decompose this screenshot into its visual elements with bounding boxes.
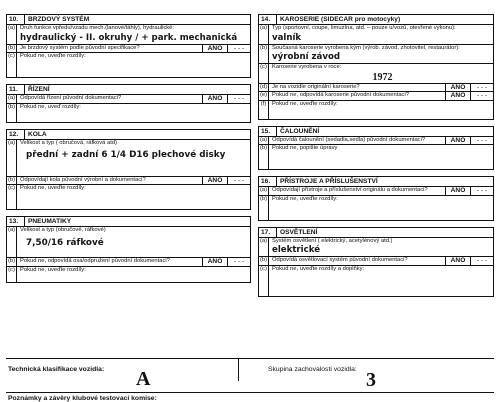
steering-differences-row — [7, 104, 250, 122]
row-label: (a) — [259, 187, 268, 193]
section-title: ŘÍZENÍ — [28, 86, 50, 93]
tyres-type-question: Velikost a typ (obručové, ráfkové) — [20, 227, 106, 233]
footer-separator — [6, 392, 494, 393]
ano-checkbox[interactable]: ANO — [202, 95, 228, 103]
tyres-differences-question[interactable]: Pokud ne, uveďte rozdíly: — [20, 266, 86, 273]
section-number: 17. — [259, 228, 277, 237]
classification-footer — [6, 358, 494, 401]
instruments-differences-question[interactable]: Pokud ne, uveďte rozdíly: — [272, 195, 338, 202]
body-type-question: Typ (sportovní, coupe, limuzína, atd. – pouze u/vozů, otevřené vykonu): — [272, 25, 456, 31]
ano-checkbox[interactable]: ANO — [445, 187, 471, 195]
section-tyres — [6, 216, 251, 283]
section-upholstery — [258, 126, 494, 171]
brake-type-value: hydraulický - II. okruhy / + park. mechanická — [20, 32, 238, 43]
row-label: (a) — [7, 227, 17, 257]
row-label: (b) — [259, 145, 269, 169]
body-original-question: Je na vozidle originální karoserie? — [272, 83, 360, 90]
lighting-type-row — [259, 238, 493, 258]
commission-findings-label: Poznámky a závěry klubové testovací komise: — [8, 395, 157, 402]
row-label: (a) — [259, 238, 269, 257]
steering-differences-question[interactable]: Pokud ne, uveď rozdíly: — [20, 103, 81, 110]
row-label: (c) — [259, 64, 269, 83]
row-label: (a) — [7, 25, 17, 44]
body-differences-question[interactable]: Pokud ne, uveďte rozdíly: — [272, 100, 338, 107]
section-header — [259, 15, 493, 25]
ano-checkbox[interactable]: ANO — [445, 92, 471, 100]
body-maker-question: Současná karoserie vyrobena kým (výrob. závod, zhotovitel, restaurátor): — [272, 44, 460, 51]
left-column — [6, 14, 251, 289]
instruments-original-question: Odpovídají přístroje a příslušenství originálu a dokumentaci? — [272, 187, 428, 193]
tyres-differences-row — [7, 267, 250, 282]
tyres-original-row — [7, 258, 250, 267]
no-field[interactable]: - - - — [476, 83, 488, 91]
upholstery-changes-question[interactable]: Pokud ne, popište úpravy — [272, 145, 338, 151]
steering-original-row — [7, 95, 250, 104]
row-label: (b) — [7, 176, 16, 183]
lighting-original-question: Odpovídá osvětlovací systém původní dokumentaci? — [272, 257, 408, 263]
row-label: (b) — [259, 196, 269, 220]
section-instruments — [258, 176, 494, 221]
row-label: (a) — [7, 140, 17, 176]
body-year-value: 1972 — [372, 71, 393, 83]
wheels-differences-row — [7, 185, 250, 209]
steering-original-question: Odpovídá řízení původní dokumentaci? — [20, 95, 122, 101]
wheels-type-question: Velikost a typ ( obručová, ráfková atd) — [20, 139, 117, 146]
row-label: (b) — [259, 45, 269, 64]
body-documentation-question: Pokud ne, odpovídá karoserie původní dokumentaci? — [272, 92, 409, 98]
row-label: (b) — [7, 104, 17, 122]
section-number: 12. — [7, 130, 25, 139]
section-number: 11. — [7, 85, 25, 94]
section-number: 16. — [259, 177, 277, 186]
section-header — [7, 130, 250, 140]
tyres-type-value: 7,50/16 ráfkové — [26, 237, 104, 248]
row-label: (c) — [7, 185, 17, 209]
section-header — [259, 228, 493, 238]
section-title: PNEUMATIKY — [28, 218, 72, 225]
body-maker-row — [259, 45, 493, 65]
wheels-original-row — [7, 177, 250, 186]
section-title: BRZDOVÝ SYSTÉM — [28, 16, 90, 23]
section-title: OSVĚTLENÍ — [280, 228, 318, 236]
section-header — [7, 15, 250, 25]
tyres-original-question: Pokud ne, odpovídá osa/odpružení původní dokumentaci? — [20, 258, 170, 264]
section-header — [7, 85, 250, 95]
section-title: PŘÍSTROJE A PŘÍSLUŠENSTVÍ — [280, 178, 378, 185]
technical-classification-value[interactable]: A — [136, 368, 151, 390]
section-bodywork — [258, 14, 494, 120]
ano-checkbox[interactable]: ANO — [445, 257, 471, 265]
upholstery-original-question: Odpovídá čalounění (sedadla,sedla) původní dokumentaci? — [272, 136, 426, 143]
technical-classification-label: Technická klasifikace vozidla: — [8, 366, 105, 373]
body-original-row — [259, 84, 493, 93]
no-field[interactable]: - - - — [476, 257, 488, 264]
section-header — [7, 217, 250, 227]
section-wheels — [6, 129, 251, 211]
ano-checkbox[interactable]: ANO — [202, 45, 228, 53]
row-label: (e) — [259, 92, 268, 98]
footer-divider — [238, 359, 239, 381]
section-brake-system — [6, 14, 251, 78]
no-field[interactable]: - - - — [476, 92, 488, 99]
upholstery-changes-row — [259, 145, 493, 169]
no-field[interactable]: - - - — [233, 95, 245, 102]
instruments-original-row — [259, 187, 493, 196]
body-type-row — [259, 25, 493, 45]
section-number: 14. — [259, 15, 277, 24]
ano-checkbox[interactable]: ANO — [202, 258, 228, 266]
tyres-type-row — [7, 227, 250, 258]
row-label: (d) — [259, 83, 268, 90]
section-title: KAROSERIE (SIDECAR pro motocyky) — [280, 16, 401, 23]
brake-differences-question[interactable]: Pokud ne, uveďte rozdíly: — [20, 53, 86, 59]
lighting-original-row — [259, 257, 493, 266]
instruments-differences-row — [259, 196, 493, 220]
brake-original-row — [7, 45, 250, 54]
wheels-type-row — [7, 140, 250, 177]
condition-group-value[interactable]: 3 — [366, 369, 376, 391]
lighting-type-question: Systém osvětlení ( elektrický, acetylénový atd.) — [272, 237, 393, 244]
no-field[interactable]: - - - — [233, 176, 245, 184]
row-label: (a) — [259, 25, 269, 44]
section-steering — [6, 84, 251, 123]
brake-type-question: Druh funkce vpředu/vzadu mech.(lanové/táhly), hydraulické: — [20, 25, 175, 31]
lighting-differences-row — [259, 266, 493, 296]
section-number: 10. — [7, 15, 25, 24]
brake-type-row — [7, 25, 250, 45]
row-label: (b) — [7, 44, 16, 51]
section-title: KOLA — [28, 130, 47, 138]
upholstery-original-row — [259, 137, 493, 146]
section-header — [259, 127, 493, 137]
condition-group-label: Skupina zachovalosti vozidla: — [268, 366, 357, 373]
ano-checkbox[interactable]: ANO — [445, 137, 471, 145]
section-lighting — [258, 227, 494, 297]
body-year-question: Karoserie vyrobena v roce: — [272, 64, 342, 70]
brake-original-question: Je brzdový systém podle původní specifikace? — [20, 44, 140, 51]
ano-checkbox[interactable]: ANO — [445, 84, 471, 92]
section-number: 15. — [259, 127, 277, 136]
row-label: (c) — [7, 53, 17, 77]
wheels-original-question: Odpovídají kola původní výrobní a dokumentaci? — [20, 176, 146, 183]
no-field[interactable]: - - - — [233, 44, 245, 52]
body-maker-value: výrobní závod — [272, 52, 341, 62]
wheels-differences-question[interactable]: Pokud ne, uveďte rozdíly: — [20, 185, 86, 191]
lighting-type-value: elektrické — [272, 245, 321, 255]
section-title: ČALOUNĚNÍ — [280, 127, 320, 135]
right-column — [258, 14, 494, 303]
section-number: 13. — [7, 217, 25, 226]
no-field[interactable]: - - - — [233, 258, 245, 265]
no-field[interactable]: - - - — [476, 136, 488, 144]
body-documentation-row — [259, 92, 493, 101]
ano-checkbox[interactable]: ANO — [202, 177, 228, 185]
body-year-row — [259, 64, 493, 84]
row-label: (a) — [7, 95, 16, 101]
no-field[interactable]: - - - — [476, 187, 488, 194]
brake-differences-row — [7, 53, 250, 77]
body-differences-row — [259, 101, 493, 119]
lighting-differences-question[interactable]: Pokud ne, uveďte rozdíly a doplňky: — [272, 265, 365, 272]
body-type-value: valník — [272, 32, 302, 43]
section-header — [259, 177, 493, 187]
row-label: (c) — [7, 267, 17, 282]
row-label: (f) — [259, 101, 269, 119]
wheels-type-value: přední + zadní 6 1/4 D16 plechové disky — [26, 150, 226, 160]
row-label: (c) — [259, 266, 269, 296]
row-label: (b) — [7, 258, 16, 264]
row-label: (b) — [259, 257, 268, 263]
row-label: (a) — [259, 136, 268, 143]
